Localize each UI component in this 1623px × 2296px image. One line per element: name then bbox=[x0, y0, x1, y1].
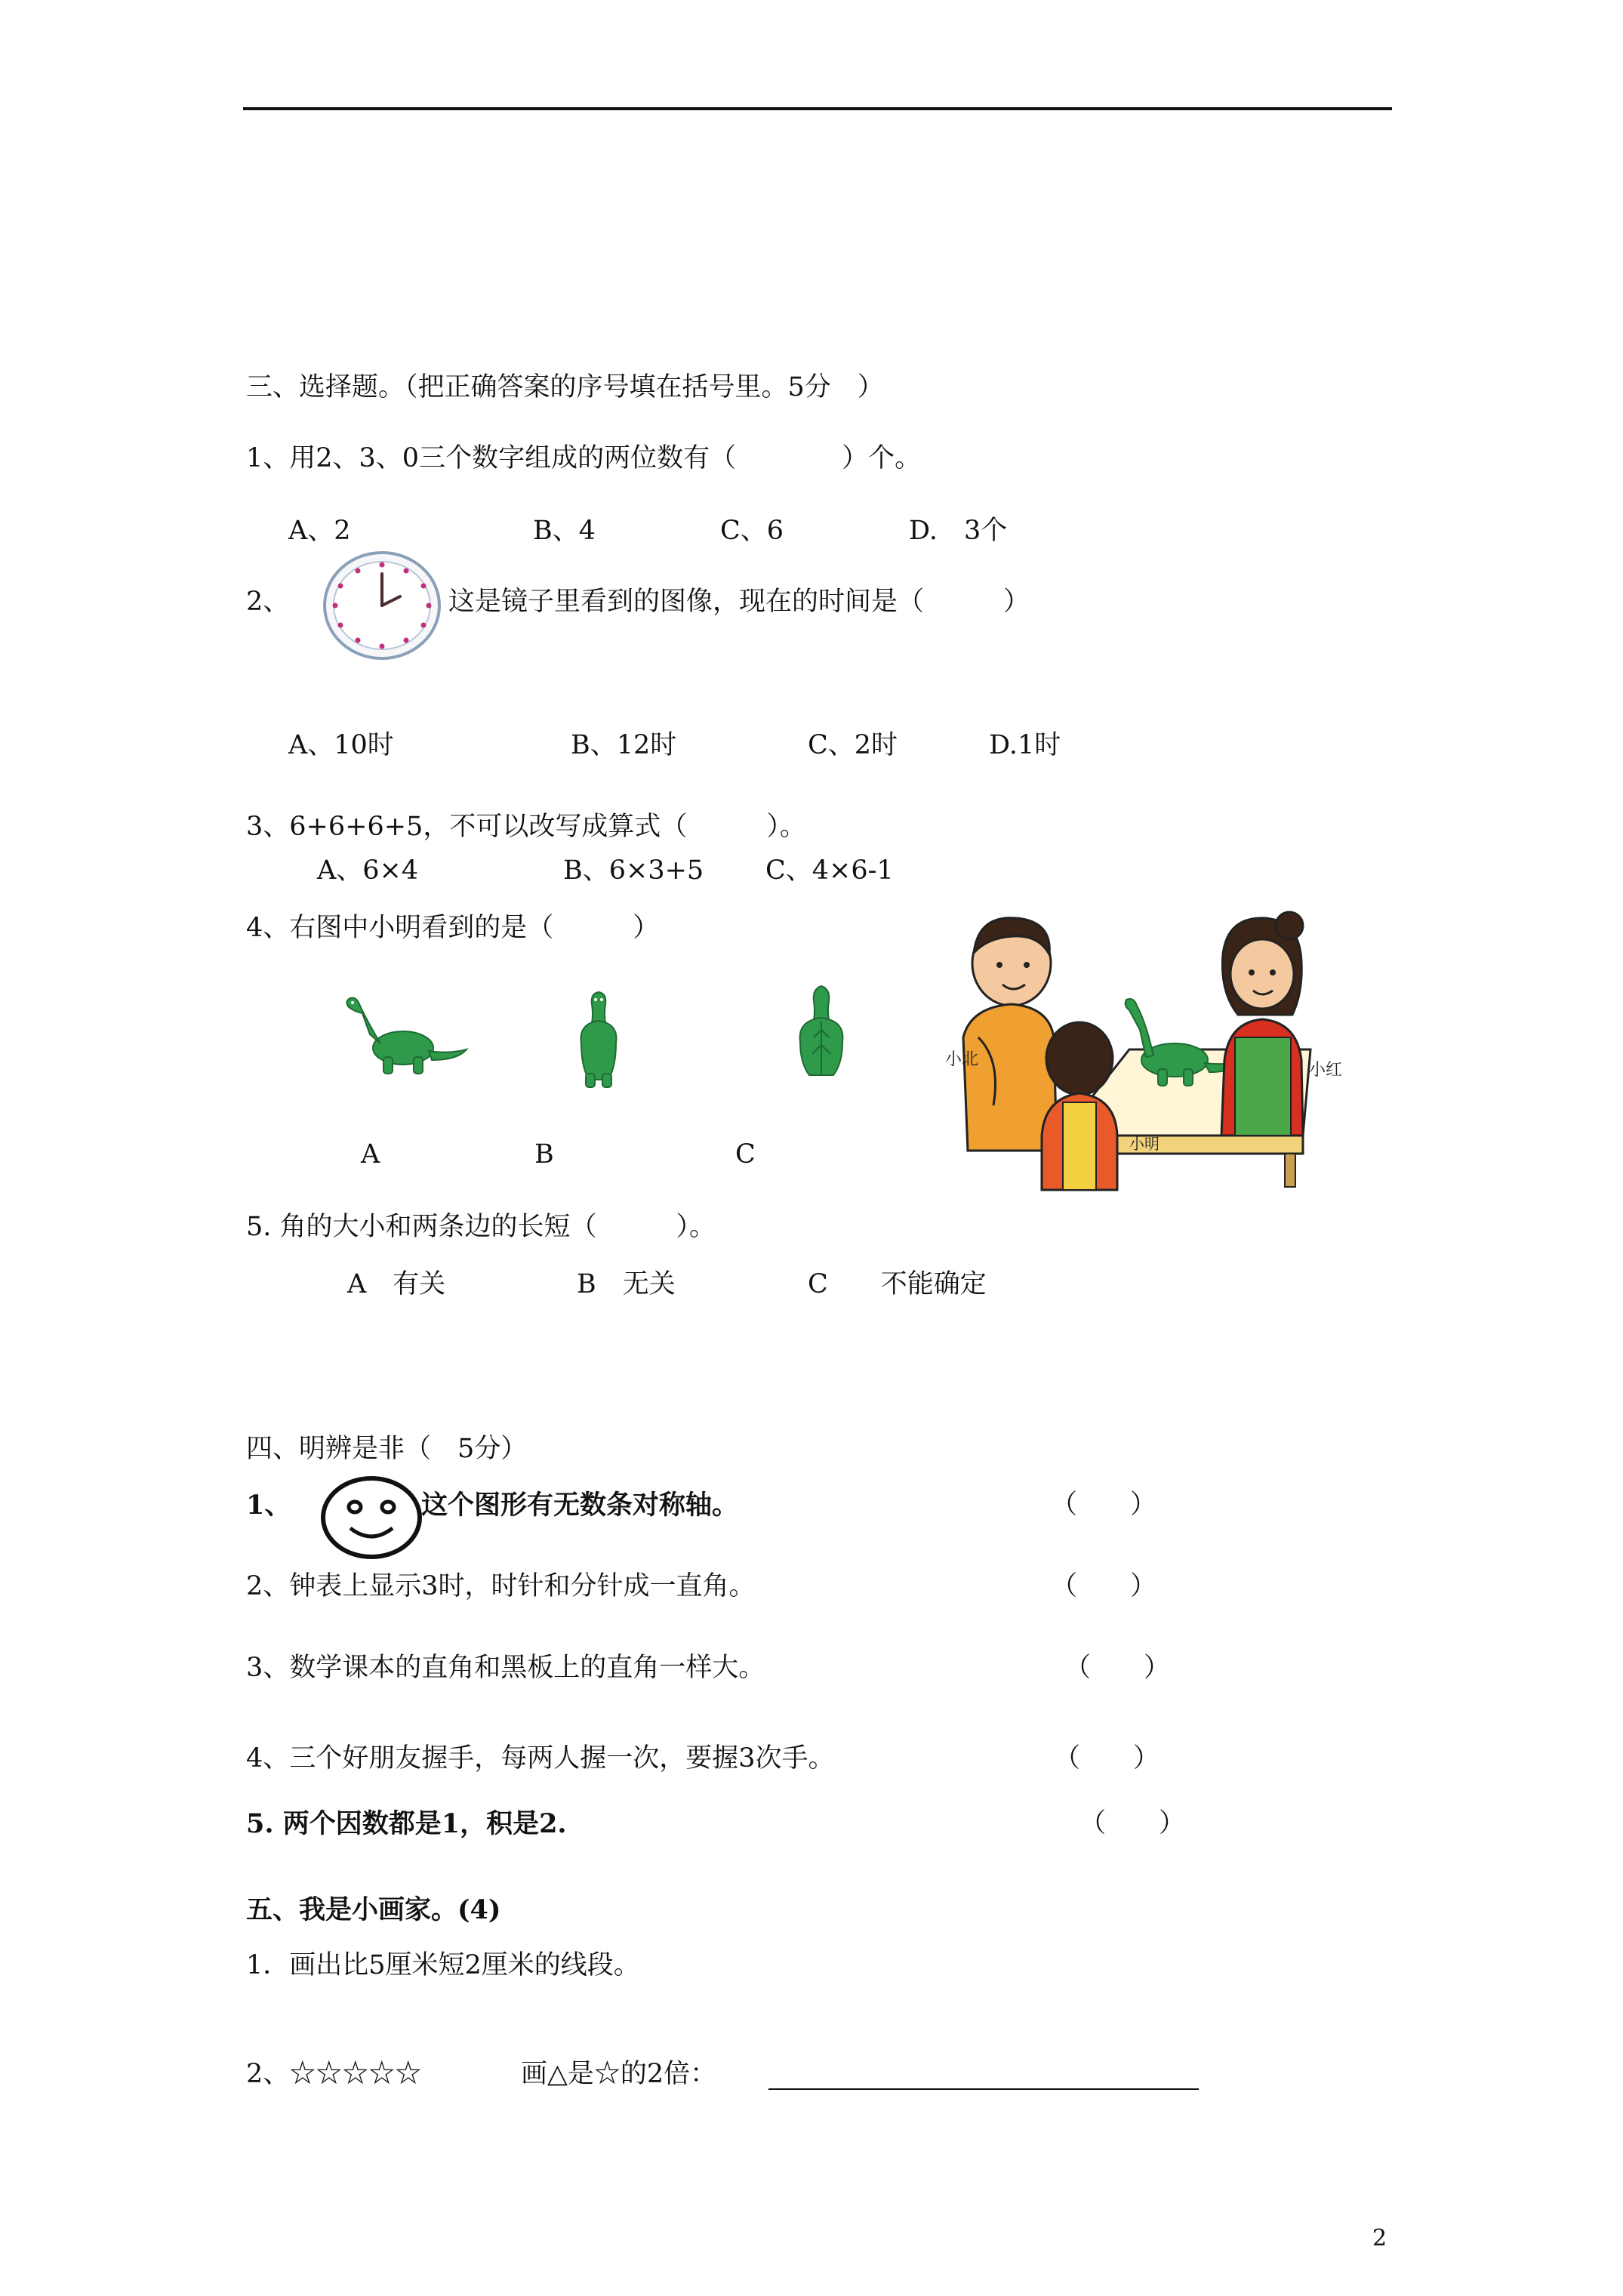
smiley-face-icon bbox=[319, 1475, 424, 1560]
q3-option-b: B、6×3+5 bbox=[563, 855, 704, 886]
tf4-text: 4、三个好朋友握手，每两人握一次，要握3次手。 bbox=[246, 1743, 835, 1774]
q1-option-a: A、2 bbox=[288, 516, 351, 546]
section4-title: 四、明辨是非（ 5分） bbox=[246, 1434, 528, 1464]
tf2-text: 2、钟表上显示3时，时针和分针成一直角。 bbox=[246, 1571, 756, 1601]
q2-number: 2、 bbox=[246, 587, 290, 617]
children-viewing-dinosaur-illustration bbox=[945, 909, 1343, 1190]
q1-option-b: B、4 bbox=[533, 516, 596, 546]
q3-option-c: C、4×6-1 bbox=[765, 855, 894, 886]
mirrored-clock-icon bbox=[322, 550, 442, 661]
dinosaur-side-view-icon bbox=[344, 991, 470, 1081]
q5-option-c: C 不能确定 bbox=[808, 1269, 987, 1299]
q2-stem: 这是镜子里看到的图像，现在的时间是（ ） bbox=[448, 587, 1030, 617]
q2-option-d: D.1时 bbox=[989, 730, 1061, 760]
q2-option-b: B、12时 bbox=[571, 730, 677, 760]
q1-stem: 1、用2、3、0三个数字组成的两位数有（ ）个。 bbox=[246, 443, 922, 473]
scene-label-left: 小北 bbox=[945, 1050, 979, 1069]
tf3-answer-paren: （ ） bbox=[1064, 1653, 1171, 1683]
draw-q2-instruction: 画△是☆的2倍： bbox=[521, 2059, 717, 2089]
page-number: 2 bbox=[1372, 2225, 1387, 2251]
section3-title: 三、选择题。（把正确答案的序号填在括号里。5分 ） bbox=[246, 372, 884, 402]
tf4-answer-paren: （ ） bbox=[1054, 1743, 1160, 1774]
q3-stem: 3、6+6+6+5，不可以改写成算式（ ）。 bbox=[246, 812, 806, 842]
answer-blank-line bbox=[768, 2088, 1199, 2090]
q4-option-a: A bbox=[361, 1139, 380, 1170]
draw-q2-stars: 2、☆☆☆☆☆ bbox=[246, 2059, 422, 2089]
q5-option-a: A 有关 bbox=[347, 1269, 446, 1299]
tf1-text: 这个图形有无数条对称轴。 bbox=[421, 1490, 739, 1521]
header-rule bbox=[243, 107, 1392, 110]
q1-option-c: C、6 bbox=[720, 516, 784, 546]
q5-stem: 5. 角的大小和两条边的长短（ ）。 bbox=[246, 1212, 716, 1242]
q4-stem: 4、右图中小明看到的是（ ） bbox=[246, 913, 660, 943]
q4-option-b: B bbox=[534, 1139, 554, 1170]
dinosaur-front-view-icon bbox=[571, 991, 627, 1089]
draw-q1: 1．画出比5厘米短2厘米的线段。 bbox=[246, 1950, 640, 1980]
q5-option-b: B 无关 bbox=[577, 1269, 676, 1299]
section5-title: 五、我是小画家。(4) bbox=[246, 1894, 501, 1925]
scene-label-right: 小红 bbox=[1309, 1061, 1343, 1080]
q4-option-c: C bbox=[735, 1139, 756, 1170]
dinosaur-back-view-icon bbox=[791, 985, 852, 1083]
tf1-number: 1、 bbox=[246, 1490, 291, 1521]
tf5-text: 5. 两个因数都是1，积是2. bbox=[246, 1808, 567, 1839]
tf1-answer-paren: （ ） bbox=[1051, 1490, 1157, 1520]
scene-label-center: 小明 bbox=[1129, 1135, 1160, 1153]
tf2-answer-paren: （ ） bbox=[1051, 1571, 1157, 1601]
tf5-answer-paren: （ ） bbox=[1079, 1808, 1186, 1838]
q2-option-c: C、2时 bbox=[808, 730, 898, 760]
tf3-text: 3、数学课本的直角和黑板上的直角一样大。 bbox=[246, 1653, 765, 1683]
q2-option-a: A、10时 bbox=[288, 730, 394, 760]
q3-option-a: A、6×4 bbox=[317, 855, 419, 886]
q1-option-d: D. 3个 bbox=[909, 516, 1008, 546]
